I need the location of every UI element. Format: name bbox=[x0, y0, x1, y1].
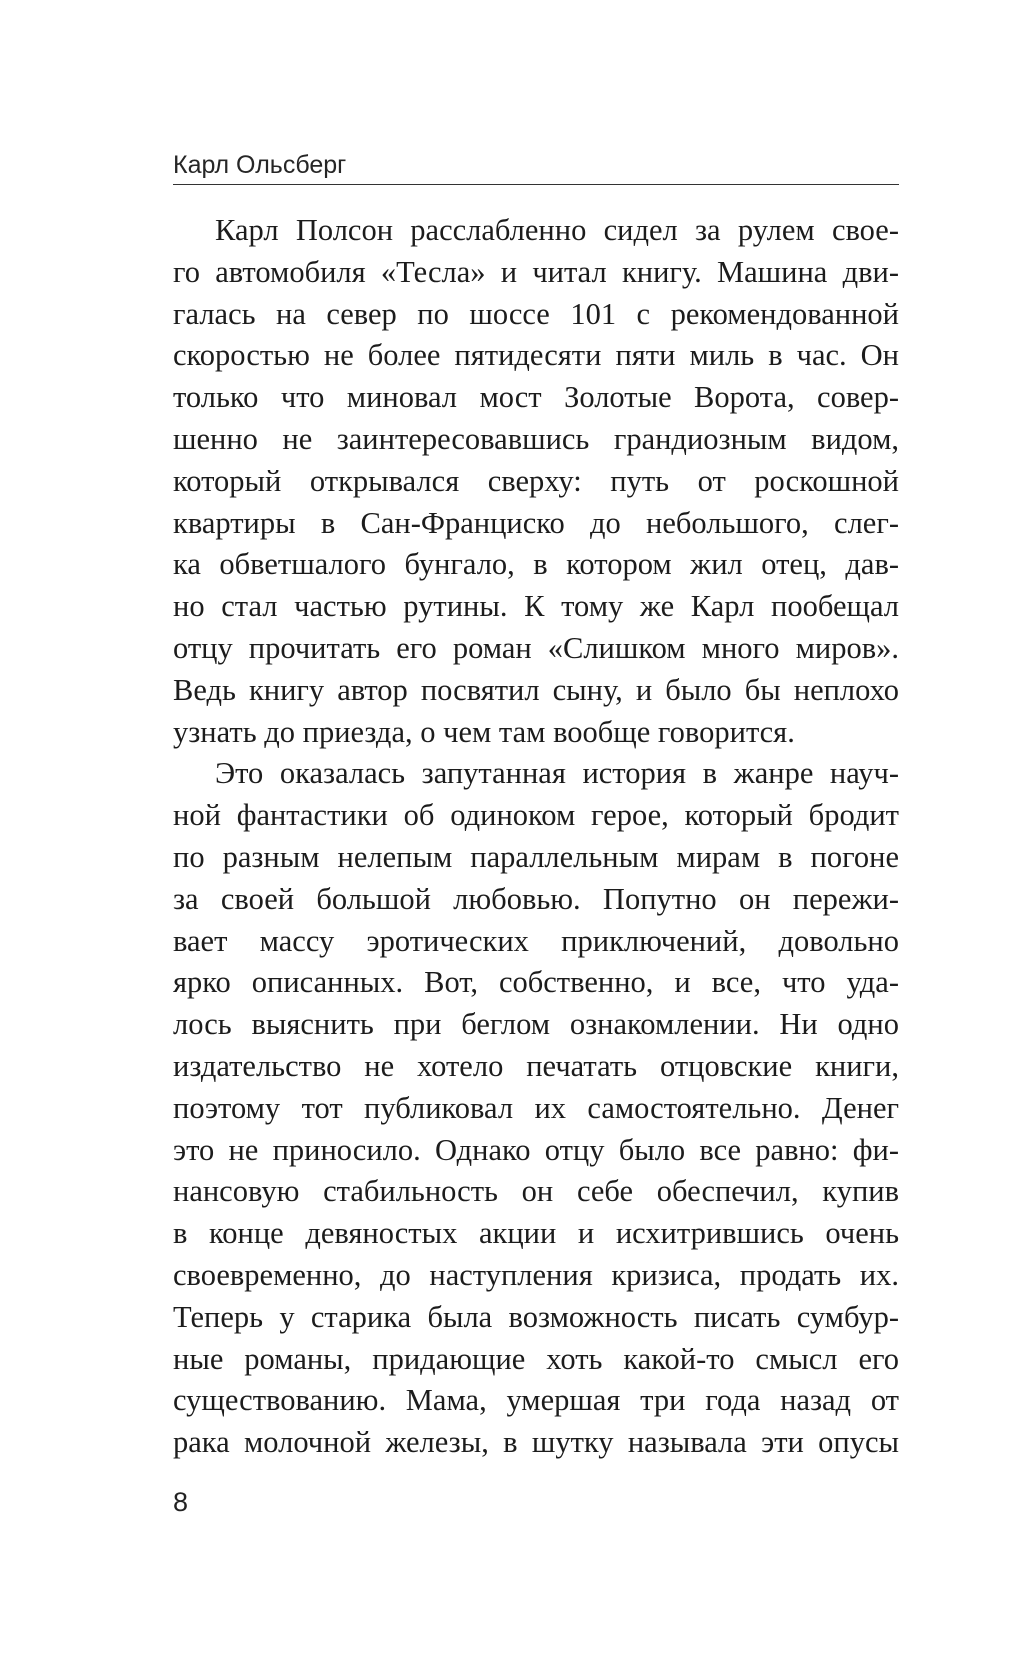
text-line: ка обветшалого бунгало, в котором жил отец, дав- bbox=[173, 547, 899, 582]
text-line: ярко описанных. Вот, собственно, и все, что уда- bbox=[173, 965, 899, 1000]
paragraph bbox=[173, 210, 899, 753]
text-line: своевременно, до наступления кризиса, продать их. bbox=[173, 1257, 899, 1292]
text-line: ной фантастики об одиноком герое, который бродит bbox=[173, 798, 899, 833]
header-rule bbox=[173, 184, 899, 185]
text-line: Теперь у старика была возможность писать сумбур- bbox=[173, 1299, 899, 1334]
text-line: галась на север по шоссе 101 с рекомендованной bbox=[173, 296, 899, 331]
text-line: издательство не хотело печатать отцовские книги, bbox=[173, 1048, 899, 1083]
text-line: существованию. Мама, умершая три года назад от bbox=[173, 1383, 899, 1418]
text-line: это не приносило. Однако отцу было все равно: фи- bbox=[173, 1132, 899, 1167]
text-line: квартиры в Сан-Франциско до небольшого, слег- bbox=[173, 505, 899, 540]
text-line: по разным нелепым параллельным мирам в погоне bbox=[173, 839, 899, 874]
text-line: который открывался сверху: путь от роскошной bbox=[173, 463, 899, 498]
text-line: Ведь книгу автор посвятил сыну, и было бы неплохо bbox=[173, 672, 899, 707]
paragraph bbox=[173, 753, 899, 1464]
text-line: в конце девяностых акции и исхитрившись очень bbox=[173, 1216, 899, 1251]
text-line: но стал частью рутины. К тому же Карл пообещал bbox=[173, 589, 899, 624]
text-line: го автомобиля «Тесла» и читал книгу. Машина дви- bbox=[173, 254, 899, 289]
text-line: рака молочной железы, в шутку называла эти опусы bbox=[173, 1425, 899, 1460]
text-line: шенно не заинтересовавшись грандиозным видом, bbox=[173, 421, 899, 456]
text-line: нансовую стабильность он себе обеспечил, купив bbox=[173, 1174, 899, 1209]
body-text bbox=[173, 210, 899, 1464]
text-line: лось выяснить при беглом ознакомлении. Ни одно bbox=[173, 1007, 899, 1042]
text-line: отцу прочитать его роман «Слишком много миров». bbox=[173, 630, 899, 665]
text-line: скоростью не более пятидесяти пяти миль в час. Он bbox=[173, 338, 899, 373]
page-number: 8 bbox=[173, 1487, 189, 1517]
text-line: Это оказалась запутанная история в жанре науч- bbox=[215, 756, 899, 791]
text-line: за своей большой любовью. Попутно он пережи- bbox=[173, 881, 899, 916]
text-line: ные романы, придающие хоть какой-то смысл его bbox=[173, 1341, 899, 1376]
text-line: только что миновал мост Золотые Ворота, совер- bbox=[173, 380, 899, 415]
text-line: поэтому тот публиковал их самостоятельно. Денег bbox=[173, 1090, 899, 1125]
text-line: вает массу эротических приключений, довольно bbox=[173, 923, 899, 958]
running-head: Карл Ольсберг bbox=[173, 151, 347, 179]
text-line: Карл Полсон расслабленно сидел за рулем свое- bbox=[215, 213, 899, 247]
text-line: узнать до приезда, о чем там вообще говорится. bbox=[173, 714, 795, 749]
